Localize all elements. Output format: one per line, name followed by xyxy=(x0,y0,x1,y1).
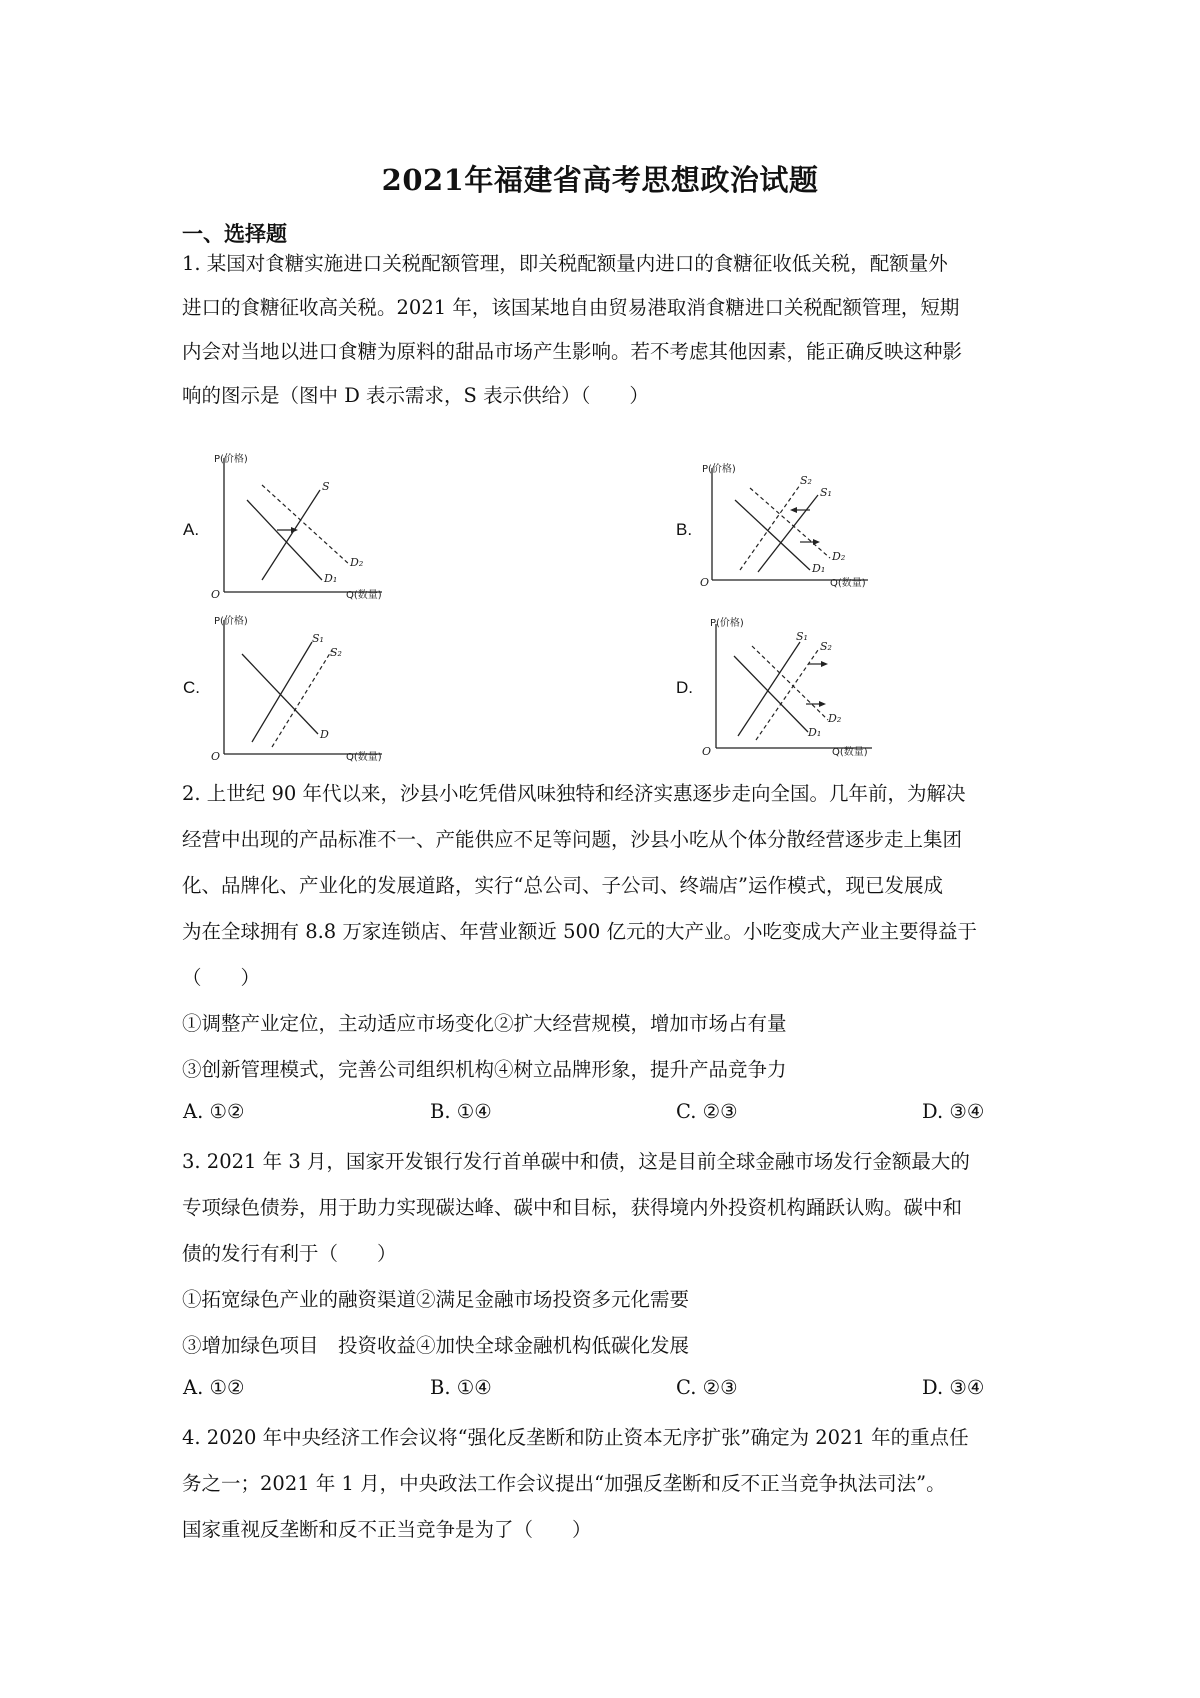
graph-c-origin: O xyxy=(211,750,221,763)
graph-a-s-curve xyxy=(262,490,320,580)
graph-c-label-s1: S₁ xyxy=(312,632,324,645)
q4-line-2: 务之一；2021 年 1 月，中央政法工作会议提出“加强反垄断和反不正当竞争执法司法”。 xyxy=(182,1472,946,1495)
graph-d-d-arrow-head xyxy=(819,701,826,707)
q1-option-b-label[interactable]: B. xyxy=(676,520,693,539)
graph-b-label-s2: S₂ xyxy=(800,474,812,487)
q3-option-c[interactable]: C. ②③ xyxy=(676,1376,738,1399)
section-heading: 一、选择题 xyxy=(182,221,287,246)
graph-a-label-d2: D₂ xyxy=(350,556,364,569)
q2-option-d[interactable]: D. ③④ xyxy=(922,1100,985,1123)
graph-d-q-label: Q(数量) xyxy=(832,747,868,758)
q3-line-2: 专项绿色债券，用于助力实现碳达峰、碳中和目标，获得境内外投资机构踊跃认购。碳中和 xyxy=(182,1196,963,1219)
q2-line-2: 经营中出现的产品标准不一、产能供应不足等问题，沙县小吃从个体分散经营逐步走上集团 xyxy=(182,828,963,851)
q3-option-b[interactable]: B. ①④ xyxy=(430,1376,492,1399)
graph-a xyxy=(212,450,392,600)
graph-d-p-label: P(价格) xyxy=(710,618,744,629)
graph-b-label-d2: D₂ xyxy=(832,550,846,563)
graph-a-origin: O xyxy=(211,588,221,601)
q3-line-4: ①拓宽绿色产业的融资渠道②满足金融市场投资多元化需要 xyxy=(182,1288,690,1311)
q2-line-3: 化、品牌化、产业化的发展道路，实行“总公司、子公司、终端店”运作模式，现已发展成 xyxy=(182,874,943,897)
graph-c-q-label: Q(数量) xyxy=(346,752,382,763)
graph-a-q-label: Q(数量) xyxy=(346,590,382,601)
q3-line-3: 债的发行有利于（ ） xyxy=(182,1242,397,1265)
q2-line-4: 为在全球拥有 8.8 万家连锁店、年营业额近 500 亿元的大产业。小吃变成大产业主要得益于 xyxy=(182,920,978,943)
q1-option-d-label[interactable]: D. xyxy=(676,678,693,697)
graph-c-label-s2: S₂ xyxy=(330,646,342,659)
graph-d-label-d2: D₂ xyxy=(828,712,842,725)
graph-a-arrow-head xyxy=(291,527,298,533)
q2-line-5: （ ） xyxy=(182,966,261,989)
graph-a-p-label: P(价格) xyxy=(214,454,248,465)
q1-option-c-label[interactable]: C. xyxy=(183,678,200,697)
q2-line-6: ①调整产业定位，主动适应市场变化②扩大经营规模，增加市场占有量 xyxy=(182,1012,787,1035)
graph-b-d-arrow-head xyxy=(813,539,820,545)
graph-d-label-s2: S₂ xyxy=(820,640,832,653)
q3-line-5: ③增加绿色项目 投资收益④加快全球金融机构低碳化发展 xyxy=(182,1334,690,1357)
graph-c xyxy=(212,612,392,762)
graph-c-s1-curve xyxy=(252,642,312,742)
q3-option-a[interactable]: A. ①② xyxy=(183,1376,245,1399)
page-title: 2021年福建省高考思想政治试题 xyxy=(381,163,819,197)
graph-d-d1-curve xyxy=(734,656,808,732)
q1-line-3: 内会对当地以进口食糖为原料的甜品市场产生影响。若不考虑其他因素，能正确反映这种影 xyxy=(182,340,963,363)
q3-option-d[interactable]: D. ③④ xyxy=(922,1376,985,1399)
graph-a-d1-curve xyxy=(247,500,322,580)
graph-d-label-d1: D₁ xyxy=(808,726,822,739)
graph-b-s-arrow-head xyxy=(790,507,797,513)
q2-option-b[interactable]: B. ①④ xyxy=(430,1100,492,1123)
q2-line-1: 2. 上世纪 90 年代以来，沙县小吃凭借风味独特和经济实惠逐步走向全国。几年前，为解决 xyxy=(182,782,966,805)
q4-line-1: 4. 2020 年中央经济工作会议将“强化反垄断和防止资本无序扩张”确定为 2021 年的重点任 xyxy=(182,1426,969,1449)
graph-a-label-d1: D₁ xyxy=(324,572,338,585)
graph-b-label-s1: S₁ xyxy=(820,486,832,499)
graph-a-d2-curve xyxy=(262,485,350,565)
graph-d-s-arrow-head xyxy=(821,661,828,667)
graph-b-s1-curve xyxy=(758,495,818,572)
graph-b-p-label: P(价格) xyxy=(702,464,736,475)
q4-line-3: 国家重视反垄断和反不正当竞争是为了（ ） xyxy=(182,1518,592,1541)
graph-c-label-d: D xyxy=(320,728,329,741)
q2-line-7: ③创新管理模式，完善公司组织机构④树立品牌形象，提升产品竞争力 xyxy=(182,1058,787,1081)
graph-d xyxy=(704,612,884,757)
q1-option-a-label[interactable]: A. xyxy=(183,520,200,539)
graph-d-origin: O xyxy=(702,745,712,758)
graph-b xyxy=(700,460,880,590)
graph-b-label-d1: D₁ xyxy=(812,562,826,575)
graph-c-d-curve xyxy=(242,654,318,734)
graph-d-label-s1: S₁ xyxy=(796,630,808,643)
q3-line-1: 3. 2021 年 3 月，国家开发银行发行首单碳中和债，这是目前全球金融市场发行金额最大的 xyxy=(182,1150,970,1173)
q2-option-c[interactable]: C. ②③ xyxy=(676,1100,738,1123)
q1-line-2: 进口的食糖征收高关税。2021 年，该国某地自由贸易港取消食糖进口关税配额管理，短期 xyxy=(182,296,960,319)
q2-option-a[interactable]: A. ①② xyxy=(183,1100,245,1123)
graph-c-p-label: P(价格) xyxy=(214,616,248,627)
q1-line-4: 响的图示是（图中 D 表示需求，S 表示供给）（ ） xyxy=(182,384,649,407)
graph-a-label-s: S xyxy=(322,480,330,493)
q1-line-1: 1. 某国对食糖实施进口关税配额管理，即关税配额量内进口的食糖征收低关税，配额量外 xyxy=(182,252,948,275)
graph-b-origin: O xyxy=(700,576,710,589)
graph-b-q-label: Q(数量) xyxy=(830,578,866,589)
